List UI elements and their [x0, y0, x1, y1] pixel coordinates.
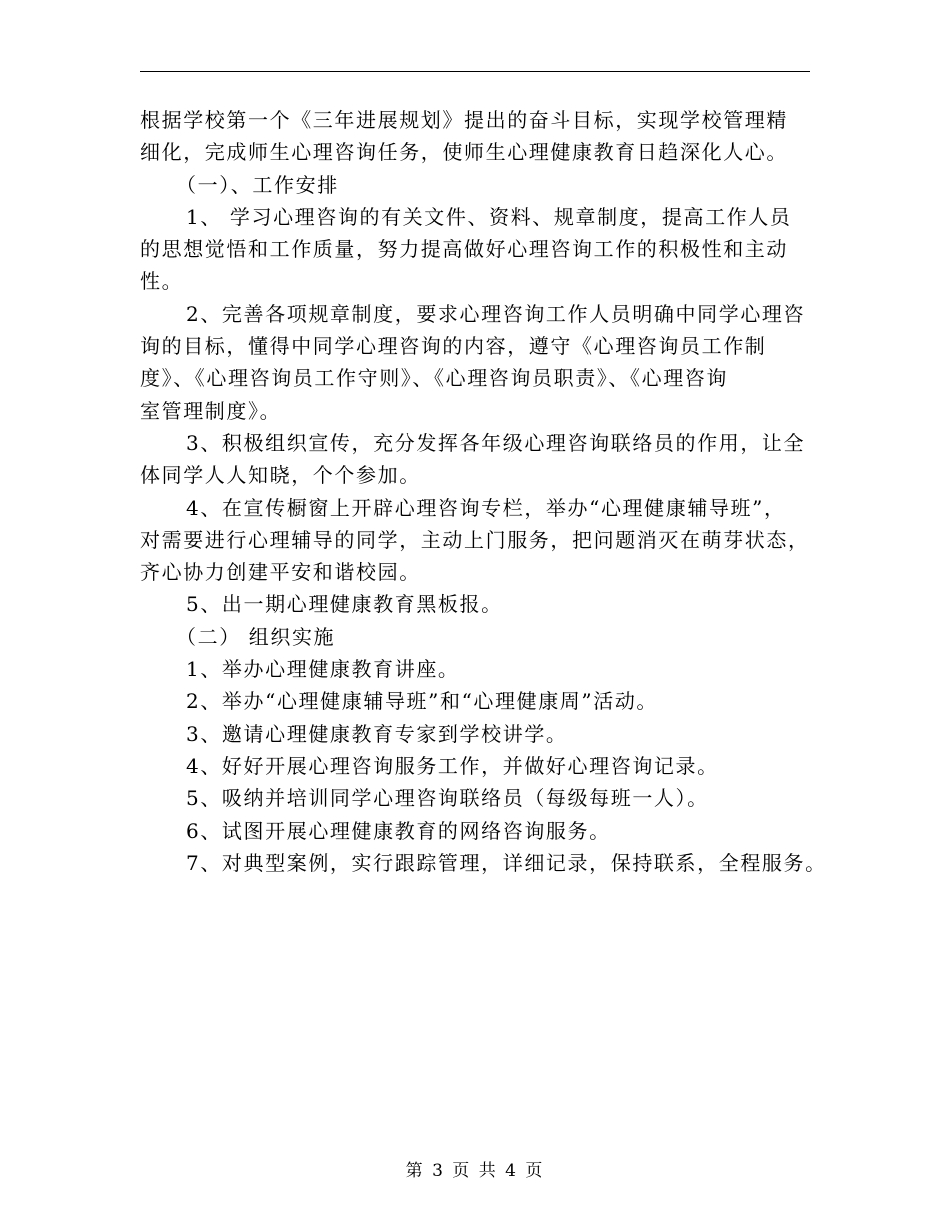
paragraph-line: 对需要进行心理辅导的同学，主动上门服务，把问题消灭在萌芽状态， [140, 527, 810, 552]
list-item-line: 1、举办心理健康教育讲座。 [186, 657, 460, 682]
page-number-footer: 第 3 页 共 4 页 [405, 1161, 545, 1181]
list-item-line: 3、邀请心理健康教育专家到学校讲学。 [186, 721, 568, 746]
paragraph-line: 性。 [140, 269, 184, 294]
list-item-line: 1、 学习心理咨询的有关文件、资料、规章制度，提高工作人员 [186, 204, 792, 229]
list-item-line: 7、对典型案例，实行跟踪管理，详细记录，保持联系，全程服务。 [186, 850, 827, 875]
list-item-line: 5、吸纳并培训同学心理咨询联络员（每级每班一人）。 [186, 786, 709, 811]
header-rule [140, 71, 810, 72]
section-heading-organization: （二） 组织实施 [176, 624, 336, 649]
list-item-line: 2、举办“心理健康辅导班”和“心理健康周”活动。 [186, 689, 659, 714]
paragraph-line: 细化，完成师生心理咨询任务，使师生心理健康教育日趋深化人心。 [140, 140, 788, 165]
list-item-line: 4、在宣传橱窗上开辟心理咨询专栏，举办“心理健康辅导班”， [186, 495, 786, 520]
list-item-line: 5、出一期心理健康教育黑板报。 [186, 592, 503, 617]
paragraph-line: 齐心协力创建平安和谐校园。 [140, 560, 421, 585]
paragraph-line: 室管理制度》。 [140, 398, 282, 423]
list-item-line: 3、积极组织宣传，充分发挥各年级心理咨询联络员的作用，让全 [186, 430, 806, 455]
paragraph-line: 度》、《心理咨询员工作守则》、《心理咨询员职责》、《心理咨询 [140, 366, 728, 391]
paragraph-line: 根据学校第一个《三年进展规划》提出的奋斗目标，实现学校管理精 [140, 108, 788, 132]
paragraph-line: 的思想觉悟和工作质量，努力提高做好心理咨询工作的积极性和主动 [140, 237, 788, 262]
document-body [140, 104, 830, 879]
section-heading-work-arrangement: （一）、工作安排 [176, 172, 339, 197]
list-item-line: 2、完善各项规章制度，要求心理咨询工作人员明确中同学心理咨 [186, 301, 806, 326]
paragraph-line: 体同学人人知晓，个个参加。 [140, 463, 421, 488]
list-item-line: 4、好好开展心理咨询服务工作，并做好心理咨询记录。 [186, 753, 719, 778]
list-item-line: 6、试图开展心理健康教育的网络咨询服务。 [186, 818, 611, 843]
paragraph-line: 询的目标，懂得中同学心理咨询的内容，遵守《心理咨询员工作制 [140, 334, 767, 359]
